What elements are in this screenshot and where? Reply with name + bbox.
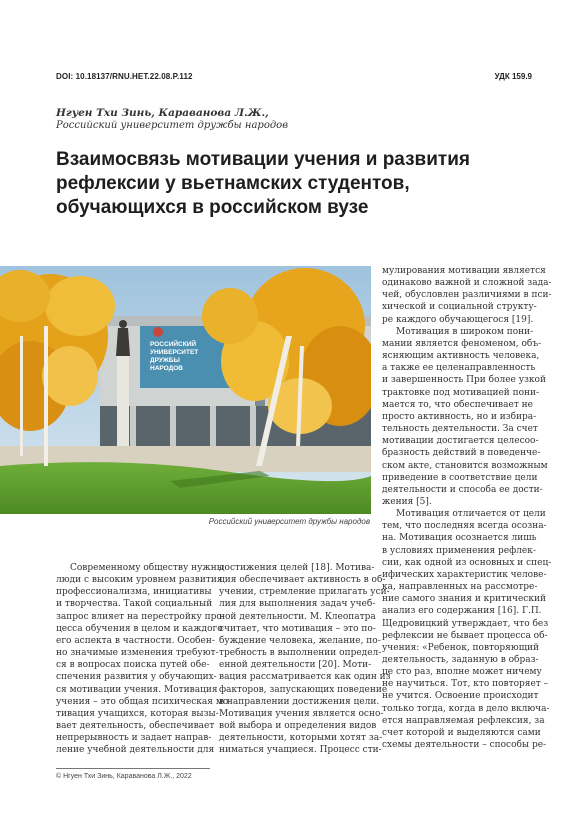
text-line: хической и социальной структу- <box>382 302 537 313</box>
text-line: факторов, запускающих поведение <box>219 684 388 695</box>
text-line: цесса обучения в целом и каждого <box>56 623 223 634</box>
text-line: Мотивация учения является осно- <box>219 708 384 719</box>
text-line: ифических характеристик челове- <box>382 569 547 580</box>
footnote-rule <box>56 768 210 769</box>
text-line: тельность деятельности. За счет <box>382 424 538 435</box>
text-line: тем, что последняя всегда осозна- <box>382 521 547 532</box>
text-line: ниматься учащиеся. Процесс сти- <box>219 745 382 756</box>
text-line: Щедровицкий утверждает, что без <box>382 618 549 629</box>
sign-line: РОССИЙСКИЙ <box>150 341 197 348</box>
text-line: деятельности и способа ее дости- <box>382 484 543 495</box>
text-line: сии, как одной из основных и спец- <box>382 557 552 568</box>
text-line: вает деятельность, обеспечивает <box>56 721 215 732</box>
text-line: буждение человека, желание, по- <box>219 635 381 646</box>
text-line: рефлексии не бывает процесса об- <box>382 630 548 641</box>
sign-line: НАРОДОВ <box>150 365 183 372</box>
text-line: вация рассматривается как один из <box>219 672 391 683</box>
text-line: Современному обществу нужны <box>70 563 224 573</box>
text-line: учении, стремление прилагать уси- <box>219 587 390 598</box>
text-line: жения [5]. <box>382 496 432 507</box>
text-line: лия для выполнения задач учеб- <box>219 599 376 610</box>
article-title <box>56 148 526 220</box>
sign-line: ДРУЖБЫ <box>150 357 180 364</box>
text-line: на. Мотивация осознается лишь <box>382 533 537 544</box>
title-line: Взаимосвязь мотивации учения и развития <box>56 149 470 170</box>
text-line: одинаково важной и сложной зада- <box>382 278 552 289</box>
text-line: ка, направленных на рассмотре- <box>382 582 538 593</box>
text-line: профессионализма, инициативы <box>56 587 212 598</box>
text-line: спечения развития у обучающих- <box>56 672 217 683</box>
text-line: а также ее целенаправленность <box>382 363 536 374</box>
text-line: це сто раз, вполне может ничему <box>382 667 542 678</box>
text-line: деятельность, заданную в образ- <box>382 655 539 665</box>
text-line: ление учебной деятельности для <box>56 745 215 756</box>
text-line: и завершенность При более узкой <box>382 375 546 386</box>
text-line: ной деятельности. М. Клеопатра <box>219 611 376 622</box>
text-line: Мотивация в широком пони- <box>396 326 534 337</box>
text-line: ском акте, становится возможным <box>382 460 548 471</box>
text-line: непрерывность и задает направ- <box>56 733 212 744</box>
column-left <box>56 562 231 757</box>
text-line: трактовке под мотивацией пони- <box>382 387 540 398</box>
text-line: схемы деятельности – способы ре- <box>382 740 547 751</box>
doi-line: DOI: 10.18137/RNU.HET.22.08.P.112 <box>56 72 193 81</box>
text-line: тивация учащихся, которая вызы- <box>56 708 219 719</box>
text-line: достижения целей [18]. Мотива- <box>219 563 375 573</box>
text-line: и творчества. Такой социальный <box>56 599 213 610</box>
text-line: но значимые изменения требуют- <box>56 648 219 659</box>
text-line: мотивации достигается целесоо- <box>382 436 539 447</box>
text-line: считает, что мотивация – это по- <box>219 623 376 634</box>
text-line: не учится. Освоение происходит <box>382 691 539 702</box>
text-line: учения – это общая психическая мо- <box>56 696 232 707</box>
text-line: ре каждого обучающегося [19]. <box>382 314 534 325</box>
column-right <box>382 265 552 751</box>
text-line: в условиях применения рефлек- <box>382 545 536 556</box>
text-line: ется направляемая рефлексия, за <box>382 715 545 726</box>
text-line: мается то, что обеспечивает не <box>382 399 533 410</box>
sign-line: УНИВЕРСИТЕТ <box>150 349 199 356</box>
authors: Нгуен Тхи Зинь, Караванова Л.Ж., <box>56 107 269 119</box>
text-line: учения: «Ребенок, повторяющий <box>382 642 540 653</box>
photo-caption: Российский университет дружбы народов <box>208 517 370 526</box>
text-line: счет которой и выделяются сами <box>382 727 541 738</box>
text-line: требность в выполнении определ- <box>219 648 382 659</box>
text-line: енной деятельности [20]. Моти- <box>219 660 372 671</box>
university-photo <box>0 266 371 514</box>
text-line: мулирования мотивации является <box>382 266 546 276</box>
text-line: ция обеспечивает активность в об- <box>219 575 386 586</box>
text-line: ся в вопросах поиска путей обе- <box>56 660 210 671</box>
text-line: просто активность, но и избира- <box>382 411 537 422</box>
text-line: ясняющим активность человека, <box>382 351 540 362</box>
text-line: люди с высоким уровнем развития <box>56 575 223 586</box>
affiliation: Российский университет дружбы народов <box>56 120 289 131</box>
udk-code: УДК 159.9 <box>494 72 532 81</box>
text-line: деятельности, которыми хотят за- <box>219 733 383 744</box>
text-line: мании является феноменом, объ- <box>382 338 542 349</box>
text-line: бразность действий в поведенче- <box>382 448 541 459</box>
text-line: не научиться. Тот, кто повторяет – <box>382 679 549 690</box>
copyright: © Нгуен Тхи Зинь, Караванова Л.Ж., 2022 <box>56 773 192 780</box>
column-middle <box>219 562 391 757</box>
text-line: запрос влияет на перестройку про- <box>56 611 225 622</box>
text-line: чей, обусловлен различиями в пси- <box>382 290 552 301</box>
text-line: в направлении достижения цели. <box>219 696 380 707</box>
title-line: рефлексии у вьетнамских студентов, <box>56 173 410 194</box>
text-line: ние самого знания и критический <box>382 594 546 605</box>
text-line: только тогда, когда в дело включа- <box>382 703 550 714</box>
text-line: Мотивация отличается от цели <box>396 509 546 520</box>
text-line: его аспекта в частности. Особен- <box>56 635 215 646</box>
title-line: обучающихся в российском вузе <box>56 197 369 218</box>
text-line: ся мотивации учения. Мотивация <box>56 684 218 695</box>
text-line: приведение в соответствие цели <box>382 472 538 483</box>
text-line: вой выбора и определения видов <box>219 721 377 732</box>
text-line: анализ его содержания [16]. Г.П. <box>382 606 542 617</box>
